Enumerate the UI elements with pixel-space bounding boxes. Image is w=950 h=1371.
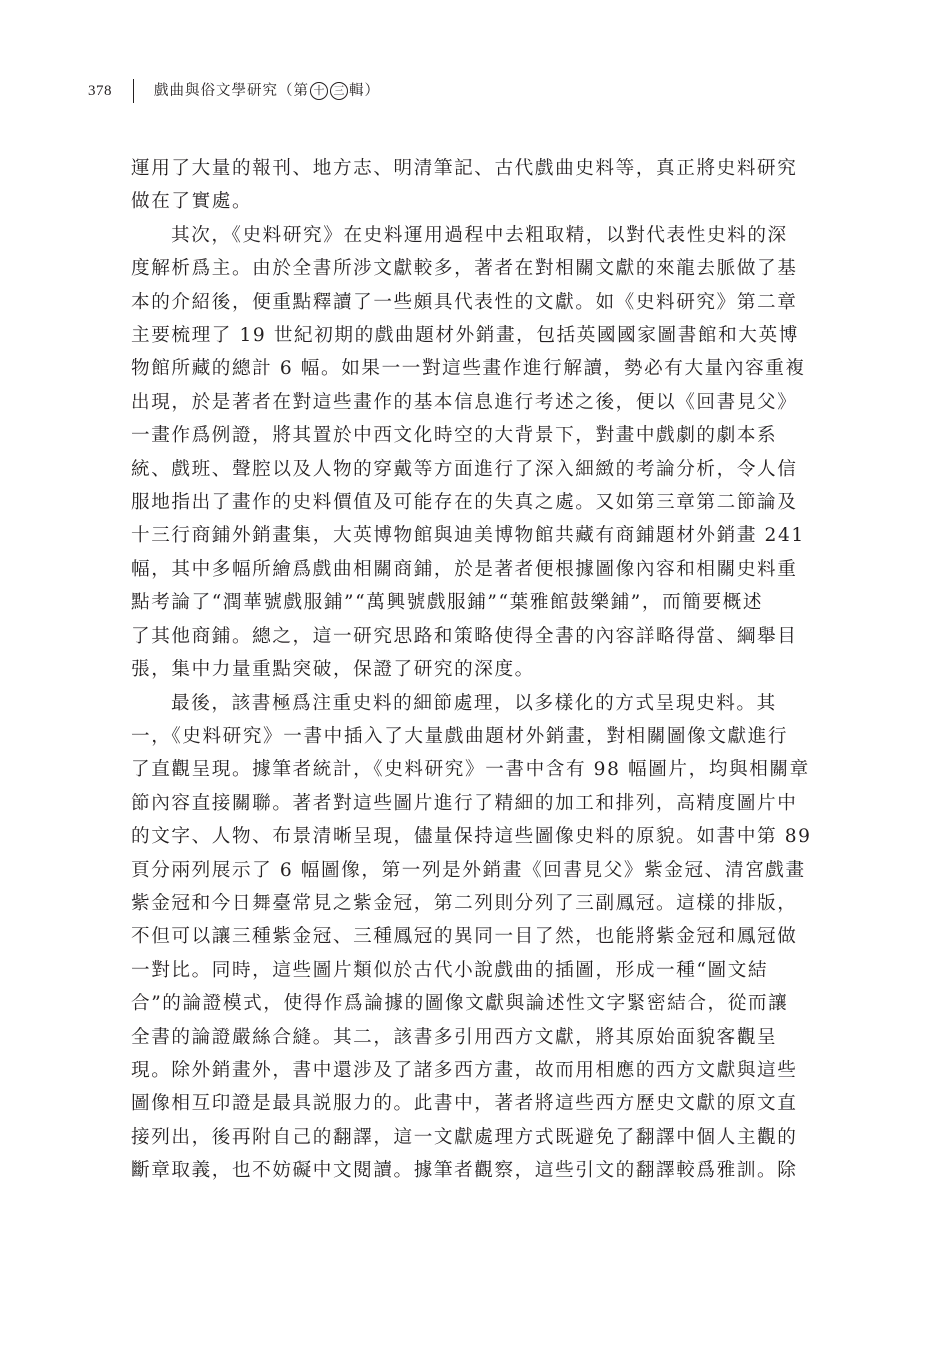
- text-line: 了直觀呈現。據筆者統計，《史料研究》一書中含有 98 幅圖片，均與相關章: [131, 759, 810, 781]
- text-line: 十三行商鋪外銷畫集，大英博物館與迪美博物館共藏有商鋪題材外銷畫 241: [131, 525, 805, 547]
- text-line: 出現，於是著者在對這些畫作的基本信息進行考述之後，便以《回書見父》: [131, 391, 798, 413]
- running-title-prefix: 戲曲與俗文學研究（第: [154, 83, 309, 99]
- paragraph-2: [131, 219, 822, 687]
- text-line: 一畫作爲例證，將其置於中西文化時空的大背景下，對畫中戲劇的劇本系: [131, 425, 778, 447]
- text-line: 頁分兩列展示了 6 幅圖像，第一列是外銷畫《回書見父》紫金冠、清宮戲畫: [131, 859, 806, 881]
- text-line: 全書的論證嚴絲合縫。其二，該書多引用西方文獻，將其原始面貌客觀呈: [131, 1026, 778, 1048]
- text-line: 主要梳理了 19 世紀初期的戲曲題材外銷畫，包括英國國家圖書館和大英博: [131, 325, 799, 347]
- text-line: 做在了實處。: [131, 191, 253, 213]
- text-line: 紫金冠和今日舞臺常見之紫金冠，第二列則分列了三副鳳冠。這樣的排版，: [131, 892, 798, 914]
- paragraph-3: [131, 687, 822, 1188]
- text-line: 統、戲班、聲腔以及人物的穿戴等方面進行了深入細緻的考論分析，令人信: [131, 458, 798, 480]
- circled-volume-char-2: 三: [330, 82, 348, 100]
- body-text: [131, 152, 822, 1188]
- text-line: 服地指出了畫作的史料價值及可能存在的失真之處。又如第三章第二節論及: [131, 492, 798, 514]
- text-line: 接列出，後再附自己的翻譯，這一文獻處理方式既避免了翻譯中個人主觀的: [131, 1126, 798, 1148]
- text-line: 張，集中力量重點突破，保證了研究的深度。: [131, 659, 535, 681]
- text-line: 度解析爲主。由於全書所涉文獻較多，著者在對相關文獻的來龍去脈做了基: [131, 258, 798, 280]
- text-line: 合”的論證模式，使得作爲論據的圖像文獻與論述性文字緊密結合，從而讓: [131, 993, 789, 1015]
- text-line: 物館所藏的總計 6 幅。如果一一對這些畫作進行解讀，勢必有大量內容重複: [131, 358, 806, 380]
- text-line: 節內容直接關聯。著者對這些圖片進行了精細的加工和排列，高精度圖片中: [131, 792, 798, 814]
- running-title-suffix: 輯）: [349, 83, 380, 99]
- text-line: 不但可以讓三種紫金冠、三種鳳冠的異同一目了然，也能將紫金冠和鳳冠做: [131, 926, 798, 948]
- text-line: 幅，其中多幅所繪爲戲曲相關商鋪，於是著者便根據圖像內容和相關史料重: [131, 558, 798, 580]
- text-line: 現。除外銷畫外，書中還涉及了諸多西方畫，故而用相應的西方文獻與這些: [131, 1059, 798, 1081]
- running-title: [154, 78, 380, 104]
- circled-volume-char-1: 十: [310, 82, 328, 100]
- page-number: 378: [88, 83, 112, 99]
- text-line: 的文字、人物、布景清晰呈現，儘量保持這些圖像史料的原貌。如書中第 89: [131, 826, 812, 848]
- text-line: 其次，《史料研究》在史料運用過程中去粗取精，以對代表性史料的深: [171, 224, 788, 246]
- text-line: 本的介紹後，便重點釋讀了一些頗具代表性的文獻。如《史料研究》第二章: [131, 291, 798, 313]
- text-line: 斷章取義，也不妨礙中文閱讀。據筆者觀察，這些引文的翻譯較爲雅訓。除: [131, 1160, 798, 1182]
- header-divider: [133, 79, 134, 103]
- text-line: 一，《史料研究》一書中插入了大量戲曲題材外銷畫，對相關圖像文獻進行: [131, 725, 789, 747]
- text-line: 了其他商鋪。總之，這一研究思路和策略使得全書的內容詳略得當、綱舉目: [131, 625, 798, 647]
- text-line: 一對比。同時，這些圖片類似於古代小說戲曲的插圖，形成一種“圖文結: [131, 959, 769, 981]
- text-line: 圖像相互印證是最具説服力的。此書中，著者將這些西方歷史文獻的原文直: [131, 1093, 798, 1115]
- paragraph-1: [131, 152, 822, 219]
- text-line: 運用了大量的報刊、地方志、明清筆記、古代戲曲史料等，真正將史料研究: [131, 158, 798, 179]
- text-line: 最後，該書極爲注重史料的細節處理，以多樣化的方式呈現史料。其: [171, 692, 777, 714]
- text-line: 點考論了“潤華號戲服鋪”“萬興號戲服鋪”“葉雅館鼓樂鋪”，而簡要概述: [131, 592, 764, 614]
- running-header: [88, 78, 380, 104]
